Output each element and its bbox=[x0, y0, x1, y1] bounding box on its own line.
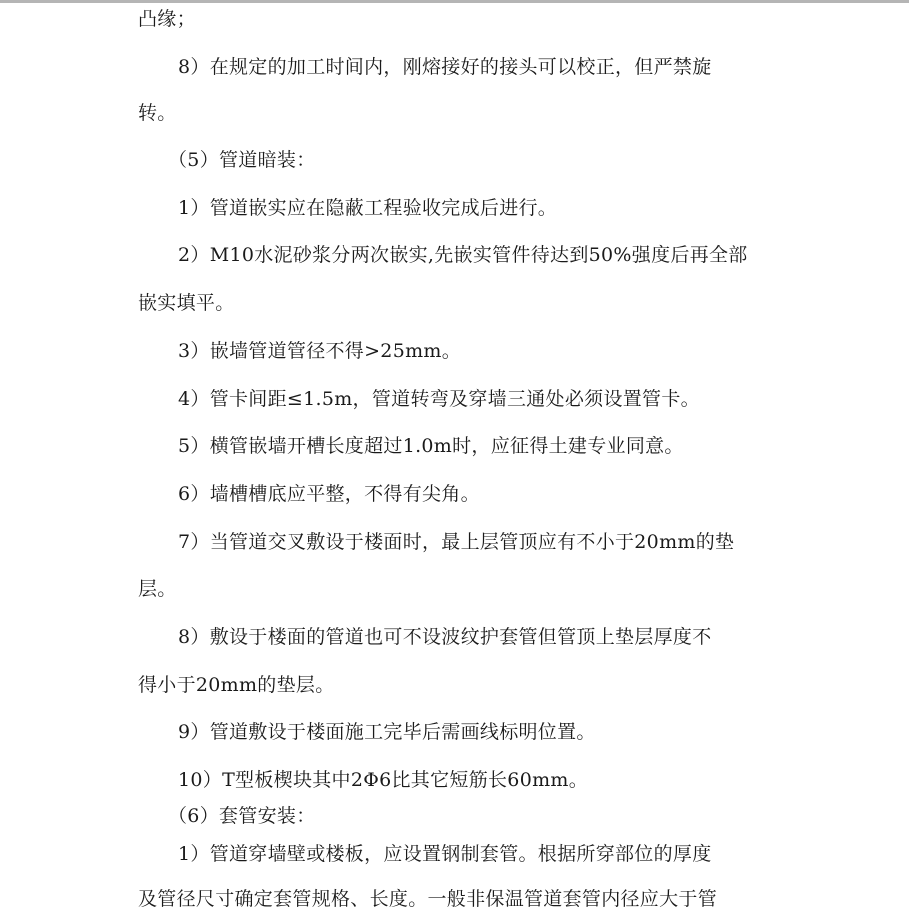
section-heading: （5）管道暗装： bbox=[168, 149, 316, 171]
text-line: 8）敷设于楼面的管道也可不设波纹护套管但管顶上垫层厚度不 bbox=[178, 626, 712, 648]
text-line: 得小于20mm的垫层。 bbox=[138, 674, 335, 696]
text-line: 10）T型板楔块其中2Φ6比其它短筋长60mm。 bbox=[178, 769, 589, 791]
text-line: 8）在规定的加工时间内，刚熔接好的接头可以校正，但严禁旋 bbox=[178, 56, 712, 78]
text-line: 5）横管嵌墙开槽长度超过1.0m时，应征得土建专业同意。 bbox=[178, 435, 684, 457]
text-line: 1）管道嵌实应在隐蔽工程验收完成后进行。 bbox=[178, 197, 558, 219]
text-line: 7）当管道交叉敷设于楼面时，最上层管顶应有不小于20mm的垫 bbox=[178, 531, 735, 553]
text-line: 4）管卡间距≤1.5m，管道转弯及穿墙三通处必须设置管卡。 bbox=[178, 388, 700, 410]
text-line: 嵌实填平。 bbox=[138, 292, 235, 314]
text-line: 及管径尺寸确定套管规格、长度。一般非保温管道套管内径应大于管 bbox=[138, 888, 718, 910]
text-line: 层。 bbox=[138, 578, 177, 600]
text-line: 3）嵌墙管道管径不得>25mm。 bbox=[178, 340, 462, 362]
text-line: 6）墙槽槽底应平整，不得有尖角。 bbox=[178, 483, 480, 505]
text-line: 1）管道穿墙壁或楼板，应设置钢制套管。根据所穿部位的厚度 bbox=[178, 843, 712, 865]
section-heading: （6）套管安装： bbox=[168, 805, 316, 827]
text-line: 9）管道敷设于楼面施工完毕后需画线标明位置。 bbox=[178, 721, 596, 743]
text-line: 转。 bbox=[138, 102, 177, 124]
text-line: 凸缘； bbox=[138, 8, 196, 30]
text-line: 2）M10水泥砂浆分两次嵌实,先嵌实管件待达到50%强度后再全部 bbox=[178, 244, 748, 266]
